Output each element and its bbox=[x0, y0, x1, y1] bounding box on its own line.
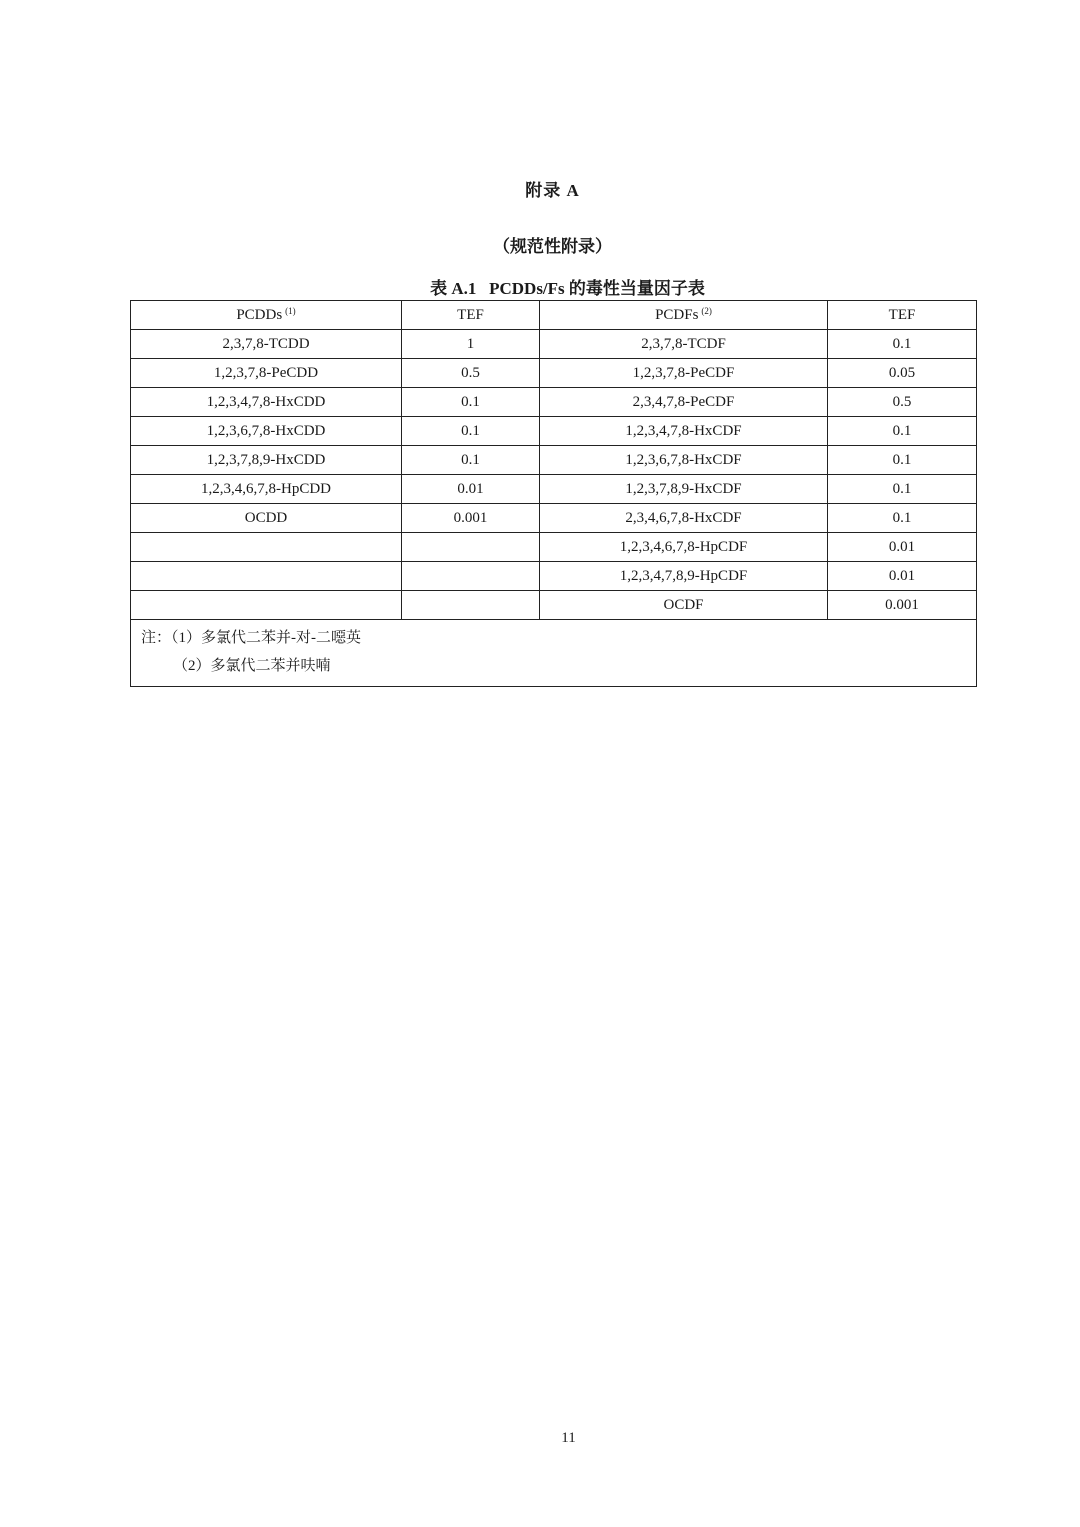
pcdd-congener: 1,2,3,7,8,9-HxCDD bbox=[131, 446, 402, 475]
pcdf-congener: 1,2,3,4,7,8-HxCDF bbox=[540, 417, 828, 446]
table-row bbox=[131, 475, 977, 504]
table-row bbox=[131, 417, 977, 446]
header-pcdds-label: PCDDs bbox=[236, 306, 283, 323]
pcdd-tef bbox=[402, 562, 540, 591]
pcdd-congener: 1,2,3,6,7,8-HxCDD bbox=[131, 417, 402, 446]
pcdf-congener: 2,3,4,6,7,8-HxCDF bbox=[540, 504, 828, 533]
note-line-2: （2）多氯代二苯并呋喃 bbox=[173, 658, 331, 674]
tef-table bbox=[130, 300, 977, 687]
pcdd-congener: OCDD bbox=[131, 504, 402, 533]
table-row bbox=[131, 562, 977, 591]
table-row bbox=[131, 533, 977, 562]
pcdd-congener: 1,2,3,4,7,8-HxCDD bbox=[131, 388, 402, 417]
pcdf-tef: 0.1 bbox=[828, 504, 977, 533]
pcdf-congener: 1,2,3,6,7,8-HxCDF bbox=[540, 446, 828, 475]
pcdf-tef: 0.01 bbox=[828, 533, 977, 562]
pcdd-tef: 0.01 bbox=[402, 475, 540, 504]
table-row bbox=[131, 446, 977, 475]
pcdd-tef: 0.1 bbox=[402, 388, 540, 417]
pcdd-congener bbox=[131, 591, 402, 620]
pcdf-congener: 1,2,3,7,8-PeCDF bbox=[540, 359, 828, 388]
pcdd-congener: 1,2,3,7,8-PeCDD bbox=[131, 359, 402, 388]
appendix-subtitle: （规范性附录） bbox=[493, 237, 612, 256]
header-tef-1: TEF bbox=[402, 301, 540, 330]
header-pcdfs bbox=[540, 301, 828, 330]
pcdd-tef: 0.001 bbox=[402, 504, 540, 533]
header-pcdfs-label: PCDFs bbox=[655, 306, 699, 323]
note-line-1: 注：（1）多氯代二苯并-对-二噁英 bbox=[141, 630, 361, 646]
pcdf-tef: 0.001 bbox=[828, 591, 977, 620]
pcdd-tef: 0.1 bbox=[402, 446, 540, 475]
pcdd-tef bbox=[402, 591, 540, 620]
footnote-ref-1: (1) bbox=[285, 305, 296, 316]
appendix-title: 附录 A bbox=[525, 181, 580, 200]
table-row bbox=[131, 330, 977, 359]
pcdf-tef: 0.1 bbox=[828, 475, 977, 504]
pcdf-congener: 2,3,7,8-TCDF bbox=[540, 330, 828, 359]
table-row bbox=[131, 504, 977, 533]
pcdf-congener: 1,2,3,4,7,8,9-HpCDF bbox=[540, 562, 828, 591]
table-notes bbox=[131, 620, 977, 687]
table-header-row bbox=[131, 301, 977, 330]
table-notes-row bbox=[131, 620, 977, 687]
pcdf-tef: 0.05 bbox=[828, 359, 977, 388]
pcdf-tef: 0.1 bbox=[828, 417, 977, 446]
pcdd-tef: 1 bbox=[402, 330, 540, 359]
pcdf-tef: 0.5 bbox=[828, 388, 977, 417]
footnote-ref-2: (2) bbox=[701, 305, 712, 316]
pcdf-congener: 2,3,4,7,8-PeCDF bbox=[540, 388, 828, 417]
pcdd-tef bbox=[402, 533, 540, 562]
pcdd-tef: 0.5 bbox=[402, 359, 540, 388]
table-row bbox=[131, 591, 977, 620]
table-caption: 表 A.1 PCDDs/Fs 的毒性当量因子表 bbox=[430, 279, 705, 298]
pcdf-congener: OCDF bbox=[540, 591, 828, 620]
pcdf-congener: 1,2,3,4,6,7,8-HpCDF bbox=[540, 533, 828, 562]
header-pcdds bbox=[131, 301, 402, 330]
page-number: 11 bbox=[561, 1430, 576, 1446]
table-row bbox=[131, 359, 977, 388]
pcdd-congener bbox=[131, 533, 402, 562]
pcdf-tef: 0.1 bbox=[828, 330, 977, 359]
pcdd-tef: 0.1 bbox=[402, 417, 540, 446]
pcdf-congener: 1,2,3,7,8,9-HxCDF bbox=[540, 475, 828, 504]
header-tef-2: TEF bbox=[828, 301, 977, 330]
pcdd-congener: 1,2,3,4,6,7,8-HpCDD bbox=[131, 475, 402, 504]
pcdf-tef: 0.1 bbox=[828, 446, 977, 475]
table-row bbox=[131, 388, 977, 417]
pcdf-tef: 0.01 bbox=[828, 562, 977, 591]
pcdd-congener bbox=[131, 562, 402, 591]
pcdd-congener: 2,3,7,8-TCDD bbox=[131, 330, 402, 359]
